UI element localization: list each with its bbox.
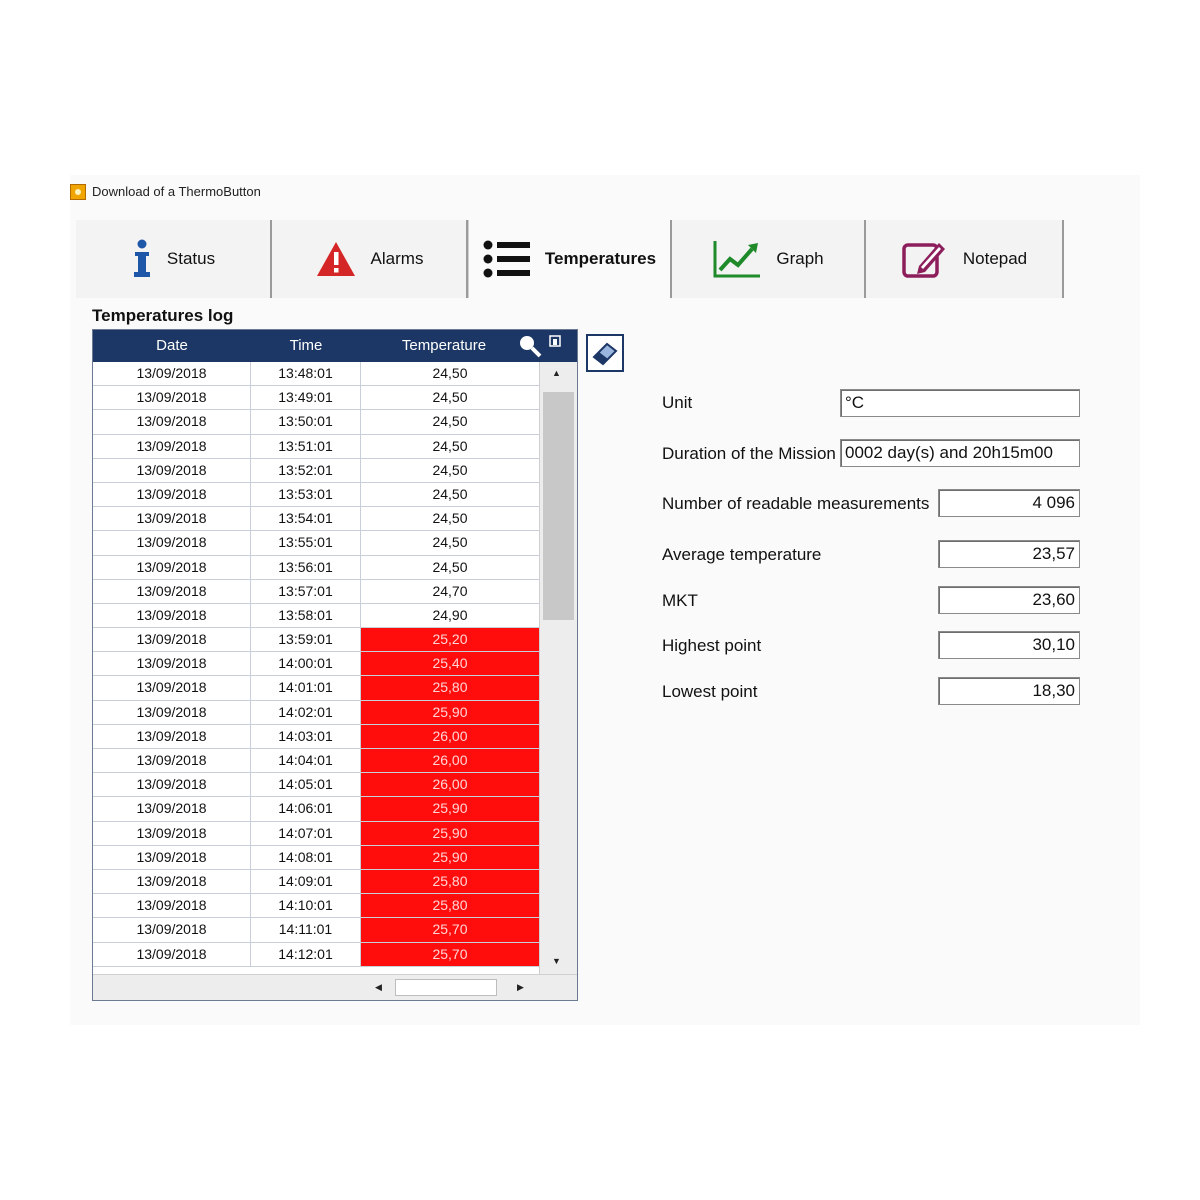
cell-temperature: 25,80 [361, 870, 539, 893]
cell-time: 14:11:01 [251, 918, 361, 941]
table-row[interactable] [93, 459, 539, 483]
table-row[interactable] [93, 628, 539, 652]
cell-temperature: 24,50 [432, 461, 468, 478]
cell-temperature: 25,40 [361, 652, 539, 675]
cell-temperature: 25,90 [361, 846, 539, 869]
cell-date: 13/09/2018 [93, 459, 251, 482]
cell-date: 13/09/2018 [93, 918, 251, 941]
cell-date: 13/09/2018 [93, 580, 251, 603]
scroll-down-arrow[interactable]: ▼ [552, 956, 561, 966]
cell-time: 14:01:01 [251, 676, 361, 699]
count-label: Number of readable measurements [662, 494, 930, 513]
cell-temperature: 25,70 [361, 943, 539, 966]
cell-time: 14:07:01 [251, 822, 361, 845]
cell-date: 13/09/2018 [93, 628, 251, 651]
grid-header [93, 330, 577, 362]
chart-icon [712, 239, 762, 279]
average-field[interactable]: 23,57 [938, 540, 1080, 568]
temperature-log-grid [92, 329, 578, 1001]
app-icon [70, 184, 86, 200]
scroll-left-arrow[interactable]: ◀ [375, 982, 382, 992]
lowest-label: Lowest point [662, 682, 758, 701]
horizontal-scrollbar[interactable] [93, 974, 577, 1001]
table-row[interactable] [93, 386, 539, 410]
cell-temperature: 24,50 [432, 534, 468, 551]
table-row[interactable] [93, 556, 539, 580]
table-row[interactable] [93, 870, 539, 894]
cell-date: 13/09/2018 [93, 797, 251, 820]
cell-date: 13/09/2018 [93, 773, 251, 796]
cell-time: 13:51:01 [251, 435, 361, 458]
table-row[interactable] [93, 797, 539, 821]
cell-time: 14:05:01 [251, 773, 361, 796]
highest-label: Highest point [662, 636, 762, 655]
cell-time: 13:59:01 [251, 628, 361, 651]
table-row[interactable] [93, 604, 539, 628]
cell-date: 13/09/2018 [93, 822, 251, 845]
cell-time: 13:57:01 [251, 580, 361, 603]
cell-temperature: 24,90 [432, 606, 468, 623]
cell-temperature: 24,50 [432, 389, 468, 406]
cell-date: 13/09/2018 [93, 604, 251, 627]
cell-temperature: 24,50 [432, 437, 468, 454]
cell-date: 13/09/2018 [93, 531, 251, 554]
highest-field[interactable]: 30,10 [938, 631, 1080, 659]
tab-alarms[interactable] [272, 220, 468, 298]
unit-label: Unit [662, 393, 693, 412]
table-row[interactable] [93, 410, 539, 434]
cell-date: 13/09/2018 [93, 410, 251, 433]
info-icon [131, 239, 153, 279]
cell-time: 14:00:01 [251, 652, 361, 675]
tab-notepad[interactable] [866, 220, 1064, 298]
cell-date: 13/09/2018 [93, 749, 251, 772]
table-row[interactable] [93, 362, 539, 386]
cell-temperature: 24,70 [432, 582, 468, 599]
cell-temperature: 24,50 [432, 365, 468, 381]
cell-date: 13/09/2018 [93, 386, 251, 409]
cell-temperature: 24,50 [432, 413, 468, 430]
table-row[interactable] [93, 676, 539, 700]
table-row[interactable] [93, 725, 539, 749]
cell-time: 13:52:01 [251, 459, 361, 482]
table-row[interactable] [93, 580, 539, 604]
duration-label: Duration of the Mission [662, 444, 836, 463]
cell-temperature: 26,00 [361, 725, 539, 748]
cell-temperature: 24,50 [432, 558, 468, 575]
cell-time: 13:49:01 [251, 386, 361, 409]
cell-date: 13/09/2018 [93, 483, 251, 506]
table-row[interactable] [93, 435, 539, 459]
window-title: Download of a ThermoButton [92, 184, 261, 199]
cell-date: 13/09/2018 [93, 676, 251, 699]
table-row[interactable] [93, 918, 539, 942]
tab-alarms-label: Alarms [370, 249, 424, 268]
column-header-temperature[interactable]: Temperature [401, 337, 487, 354]
cell-date: 13/09/2018 [93, 894, 251, 917]
cell-date: 13/09/2018 [93, 846, 251, 869]
table-row[interactable] [93, 894, 539, 918]
tab-bar [76, 220, 1066, 298]
cell-temperature: 25,70 [361, 918, 539, 941]
cell-time: 14:06:01 [251, 797, 361, 820]
cell-time: 13:55:01 [251, 531, 361, 554]
cell-time: 14:12:01 [251, 943, 361, 966]
cell-temperature: 25,90 [361, 797, 539, 820]
list-icon [483, 240, 531, 278]
vertical-scroll-thumb[interactable] [543, 392, 574, 620]
cell-time: 14:08:01 [251, 846, 361, 869]
grid-body [93, 362, 539, 974]
duration-field[interactable]: 0002 day(s) and 20h15m00 [840, 439, 1080, 467]
cell-date: 13/09/2018 [93, 943, 251, 966]
notepad-icon [901, 239, 949, 279]
tab-status[interactable] [76, 220, 272, 298]
cell-temperature: 24,50 [432, 485, 468, 502]
lowest-field[interactable]: 18,30 [938, 677, 1080, 705]
table-row[interactable] [93, 652, 539, 676]
cell-time: 14:04:01 [251, 749, 361, 772]
table-row[interactable] [93, 531, 539, 555]
average-label: Average temperature [662, 545, 822, 564]
cell-time: 14:03:01 [251, 725, 361, 748]
count-field[interactable]: 4 096 [938, 489, 1080, 517]
cell-date: 13/09/2018 [93, 362, 251, 385]
log-title: Temperatures log [92, 306, 234, 325]
title-bar [70, 175, 1140, 209]
mkt-field[interactable]: 23,60 [938, 586, 1080, 614]
table-row[interactable] [93, 507, 539, 531]
warning-icon [315, 240, 357, 278]
cell-temperature: 25,20 [361, 628, 539, 651]
table-row[interactable] [93, 943, 539, 967]
cell-temperature: 26,00 [361, 773, 539, 796]
mkt-label: MKT [662, 591, 698, 610]
cell-temperature: 24,50 [432, 510, 468, 527]
cell-temperature: 26,00 [361, 749, 539, 772]
cell-temperature: 25,80 [361, 894, 539, 917]
tab-temperatures-label: Temperatures [544, 249, 657, 268]
table-row[interactable] [93, 701, 539, 725]
cell-date: 13/09/2018 [93, 870, 251, 893]
table-row[interactable] [93, 483, 539, 507]
tab-status-label: Status [166, 249, 216, 268]
tab-graph[interactable] [672, 220, 866, 298]
table-row[interactable] [93, 822, 539, 846]
cell-time: 14:09:01 [251, 870, 361, 893]
thermobutton-window [70, 175, 1140, 1025]
cell-time: 13:53:01 [251, 483, 361, 506]
cell-time: 13:56:01 [251, 556, 361, 579]
eraser-icon [588, 336, 622, 370]
table-row[interactable] [93, 749, 539, 773]
unit-field[interactable]: °C [840, 389, 1080, 417]
cell-time: 13:48:01 [251, 362, 361, 385]
filter-icon[interactable] [549, 335, 561, 347]
cell-temperature: 25,90 [361, 701, 539, 724]
cell-temperature: 25,80 [361, 676, 539, 699]
scroll-right-arrow[interactable]: ▶ [517, 982, 524, 992]
cell-date: 13/09/2018 [93, 507, 251, 530]
cell-time: 14:10:01 [251, 894, 361, 917]
scroll-up-arrow[interactable]: ▲ [552, 368, 561, 378]
cell-date: 13/09/2018 [93, 435, 251, 458]
cell-date: 13/09/2018 [93, 652, 251, 675]
tab-temperatures[interactable] [468, 220, 672, 298]
cell-date: 13/09/2018 [93, 556, 251, 579]
cell-temperature: 25,90 [361, 822, 539, 845]
tab-notepad-label: Notepad [962, 249, 1028, 268]
cell-time: 14:02:01 [251, 701, 361, 724]
cell-date: 13/09/2018 [93, 725, 251, 748]
table-row[interactable] [93, 846, 539, 870]
column-header-date[interactable]: Date [156, 337, 188, 354]
cell-time: 13:50:01 [251, 410, 361, 433]
column-header-time[interactable]: Time [289, 337, 323, 354]
search-icon[interactable] [517, 333, 543, 359]
cell-time: 13:54:01 [251, 507, 361, 530]
table-row[interactable] [93, 773, 539, 797]
tab-graph-label: Graph [776, 249, 824, 268]
horizontal-scroll-thumb[interactable] [395, 979, 497, 996]
cell-date: 13/09/2018 [93, 701, 251, 724]
cell-time: 13:58:01 [251, 604, 361, 627]
vertical-scrollbar[interactable] [539, 362, 578, 974]
eraser-button[interactable] [586, 334, 624, 372]
